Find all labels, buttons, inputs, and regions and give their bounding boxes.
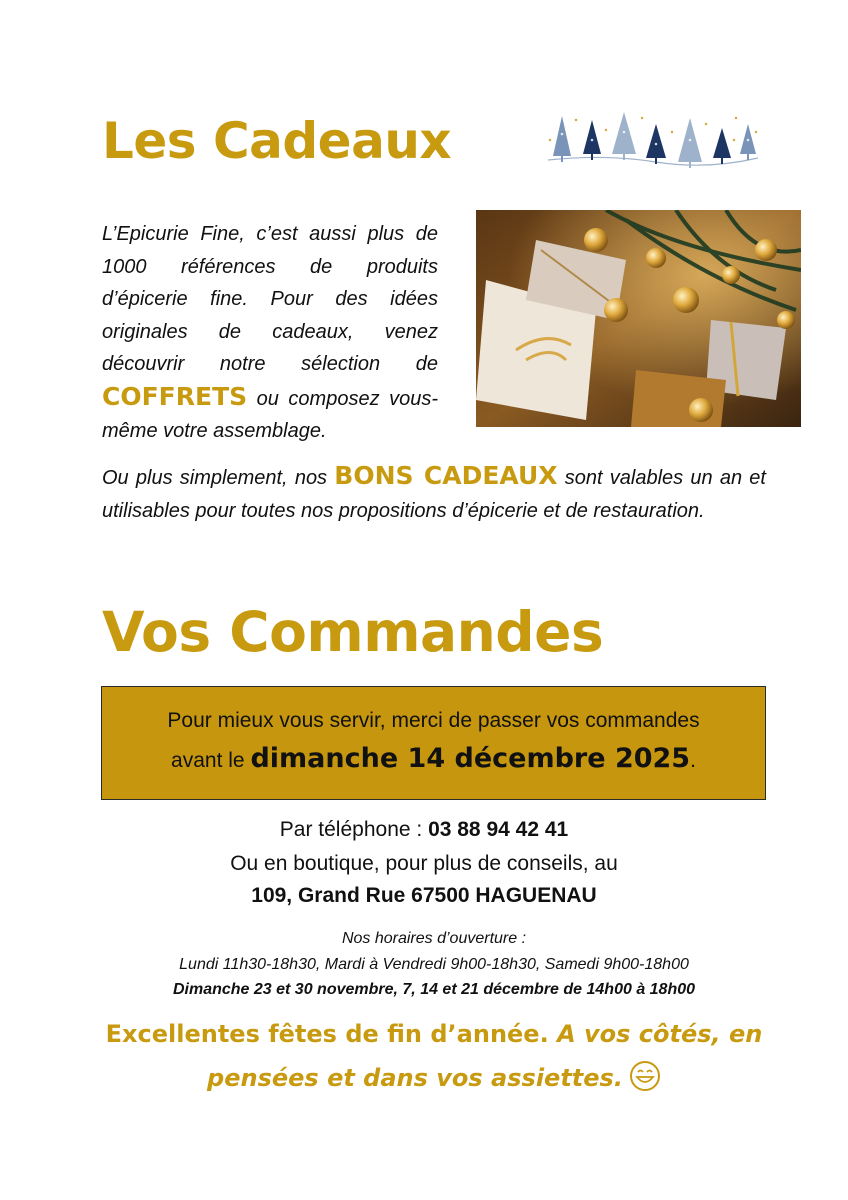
gift-boxes-photo: [476, 210, 801, 427]
hours-regular: Lundi 11h30-18h30, Mardi à Vendredi 9h00-18h30, Samedi 9h00-18h00: [179, 956, 689, 973]
closing-part-1: Excellentes fêtes de fin d’année.: [105, 1020, 549, 1048]
christmas-trees-icon: [546, 110, 760, 172]
cadeaux-paragraph-1-text: L’Epicurie Fine, c’est aussi plus de 1000 références de produits d’épicerie fine. Pour des idées originales de cadeaux, venez découvrir notre sélection de: [102, 223, 438, 375]
order-deadline-box: [101, 686, 766, 800]
order-box-lead: avant le: [171, 749, 245, 772]
hours-heading: Nos horaires d’ouverture :: [341, 930, 527, 947]
phone-label: Par téléphone :: [279, 818, 423, 841]
smiley-icon: [629, 1060, 661, 1092]
order-box-line-1: Pour mieux vous servir, merci de passer vos commandes: [167, 709, 700, 732]
section-title-cadeaux: Les Cadeaux: [102, 112, 452, 170]
shop-address: 109, Grand Rue 67500 HAGUENAU: [251, 884, 597, 907]
cadeaux-paragraph-1: [102, 218, 438, 448]
closing-part-3: pensées et dans vos assiettes.: [207, 1064, 623, 1092]
hours-sundays: Dimanche 23 et 30 novembre, 7, 14 et 21 décembre de 14h00 à 18h00: [172, 981, 696, 998]
closing-part-2: A vos côtés, en: [557, 1020, 763, 1048]
bons-cadeaux-highlight: BONS CADEAUX: [334, 461, 558, 490]
closing-line-2: [0, 1060, 848, 1092]
shop-line: Ou en boutique, pour plus de conseils, au: [230, 852, 618, 875]
section-title-commandes: Vos Commandes: [102, 600, 604, 664]
cadeaux-paragraph-2-lead: Ou plus simplement, nos: [102, 467, 328, 489]
phone-number: 03 88 94 42 41: [428, 818, 569, 841]
coffrets-highlight: COFFRETS: [102, 381, 248, 411]
cadeaux-paragraph-2: [102, 460, 766, 527]
order-deadline-date: dimanche 14 décembre 2025: [250, 743, 691, 774]
closing-line-1: [0, 1020, 848, 1048]
order-box-line-2: [102, 743, 765, 774]
cadeaux-paragraph-1-tail: ou composez vous-même votre assemblage.: [102, 387, 438, 442]
cadeaux-paragraph-2-tail: sont valables un an et utilisables pour toutes nos propositions d’épicerie et de restauration.: [102, 467, 766, 522]
order-box-tail: .: [690, 749, 696, 772]
phone-line: [0, 818, 848, 842]
